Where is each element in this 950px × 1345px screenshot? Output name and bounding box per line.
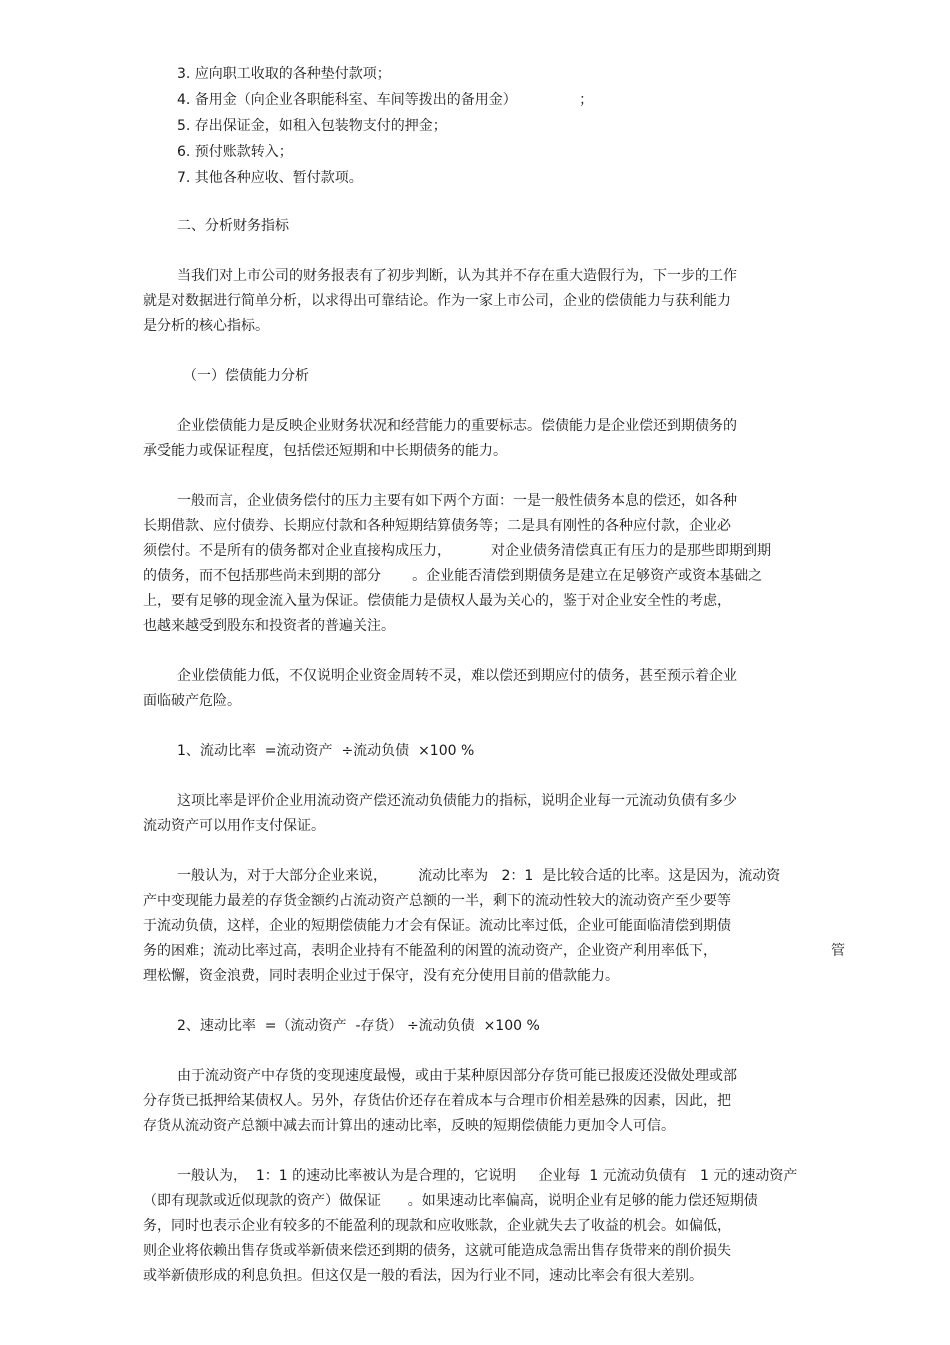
- paragraph-line: 分存货已抵押给某债权人。另外，存货估价还存在着成本与合理市价相差悬殊的因素，因此，把: [143, 1093, 731, 1109]
- paragraph-line: 产中变现能力最差的存货金额约占流动资产总额的一半，剩下的流动性较大的流动资产至少要等: [143, 893, 731, 909]
- paragraph-line: 企业偿债能力低，不仅说明企业资金周转不灵，难以偿还到期应付的债务，甚至预示着企业: [177, 668, 737, 684]
- paragraph-line: 由于流动资产中存货的变现速度最慢，或由于某种原因部分存货可能已报废还没做处理或部: [177, 1068, 737, 1084]
- formula-current-ratio: 1、流动比率 =流动资产 ÷流动负债 ×100 %: [177, 743, 475, 759]
- list-item: 6. 预付账款转入；: [177, 144, 293, 160]
- paragraph-line: 存货从流动资产总额中减去而计算出的速动比率，反映的短期偿债能力更加令人可信。: [143, 1118, 675, 1134]
- paragraph-line: 须偿付。不是所有的债务都对企业直接构成压力， 对企业债务清偿真正有压力的是那些即期到期: [143, 543, 772, 559]
- paragraph-line: 一般认为，对于大部分企业来说， 流动比率为 2：1 是比较合适的比率。这是因为，流动资: [177, 868, 781, 884]
- paragraph-line: 的债务，而不包括那些尚未到期的部分 。企业能否清偿到期债务是建立在足够资产或资本基础之: [143, 568, 763, 584]
- list-item: 4. 备用金（向企业各职能科室、车间等拨出的备用金） ；: [177, 92, 594, 108]
- paragraph-line: 长期借款、应付债券、长期应付款和各种短期结算债务等；二是具有刚性的各种应付款，企业必: [143, 518, 731, 534]
- paragraph-line: 于流动负债，这样，企业的短期偿债能力才会有保证。流动比率过低，企业可能面临清偿到期债: [143, 918, 731, 934]
- paragraph-line: 或举新债形成的利息负担。但这仅是一般的看法，因为行业不同，速动比率会有很大差别。: [143, 1268, 703, 1284]
- paragraph-line: 流动资产可以用作支付保证。: [143, 818, 325, 834]
- paragraph-line: 务的困难；流动比率过高，表明企业持有不能盈利的闲置的流动资产，企业资产利用率低下，: [143, 943, 717, 959]
- paragraph-line: 企业偿债能力是反映企业财务状况和经营能力的重要标志。偿债能力是企业偿还到期债务的: [177, 418, 737, 434]
- paragraph-line: 一般认为， 1：1 的速动比率被认为是合理的，它说明 企业每 1 元流动负债有 1 元的速动资产: [177, 1168, 798, 1184]
- paragraph-line: 面临破产危险。: [143, 693, 241, 709]
- paragraph-line: 则企业将依赖出售存货或举新债来偿还到期的债务，这就可能造成急需出售存货带来的削价损失: [143, 1243, 731, 1259]
- list-item: 5. 存出保证金，如租入包装物支付的押金；: [177, 118, 447, 134]
- paragraph-line: 承受能力或保证程度，包括偿还短期和中长期债务的能力。: [143, 443, 507, 459]
- paragraph-line: 也越来越受到股东和投资者的普遍关注。: [143, 618, 395, 634]
- paragraph-line: 务，同时也表示企业有较多的不能盈利的现款和应收账款，企业就失去了收益的机会。如偏低，: [143, 1218, 731, 1234]
- list-item: 3. 应向职工收取的各种垫付款项；: [177, 66, 391, 82]
- paragraph-line: 这项比率是评价企业用流动资产偿还流动负债能力的指标，说明企业每一元流动负债有多少: [177, 793, 737, 809]
- list-item: 7. 其他各种应收、暂付款项。: [177, 170, 363, 186]
- paragraph-line: 当我们对上市公司的财务报表有了初步判断，认为其并不存在重大造假行为，下一步的工作: [177, 268, 737, 284]
- paragraph-line: 一般而言，企业债务偿付的压力主要有如下两个方面：一是一般性债务本息的偿还，如各种: [177, 493, 737, 509]
- paragraph-line: （即有现款或近似现款的资产）做保证 。如果速动比率偏高，说明企业有足够的能力偿还短期债: [143, 1193, 758, 1209]
- formula-quick-ratio: 2、速动比率 =（流动资产 -存货） ÷流动负债 ×100 %: [177, 1018, 540, 1034]
- subsection-heading: （一）偿债能力分析: [183, 368, 309, 384]
- paragraph-line: 就是对数据进行简单分析，以求得出可靠结论。作为一家上市公司，企业的偿债能力与获利能力: [143, 293, 731, 309]
- section-heading: 二、分析财务指标: [177, 218, 289, 234]
- paragraph-line-tail: 管: [831, 943, 845, 959]
- paragraph-line: 理松懈，资金浪费，同时表明企业过于保守，没有充分使用目前的借款能力。: [143, 968, 619, 984]
- paragraph-line: 上，要有足够的现金流入量为保证。偿债能力是债权人最为关心的，鉴于对企业安全性的考虑，: [143, 593, 731, 609]
- paragraph-line: 是分析的核心指标。: [143, 318, 269, 334]
